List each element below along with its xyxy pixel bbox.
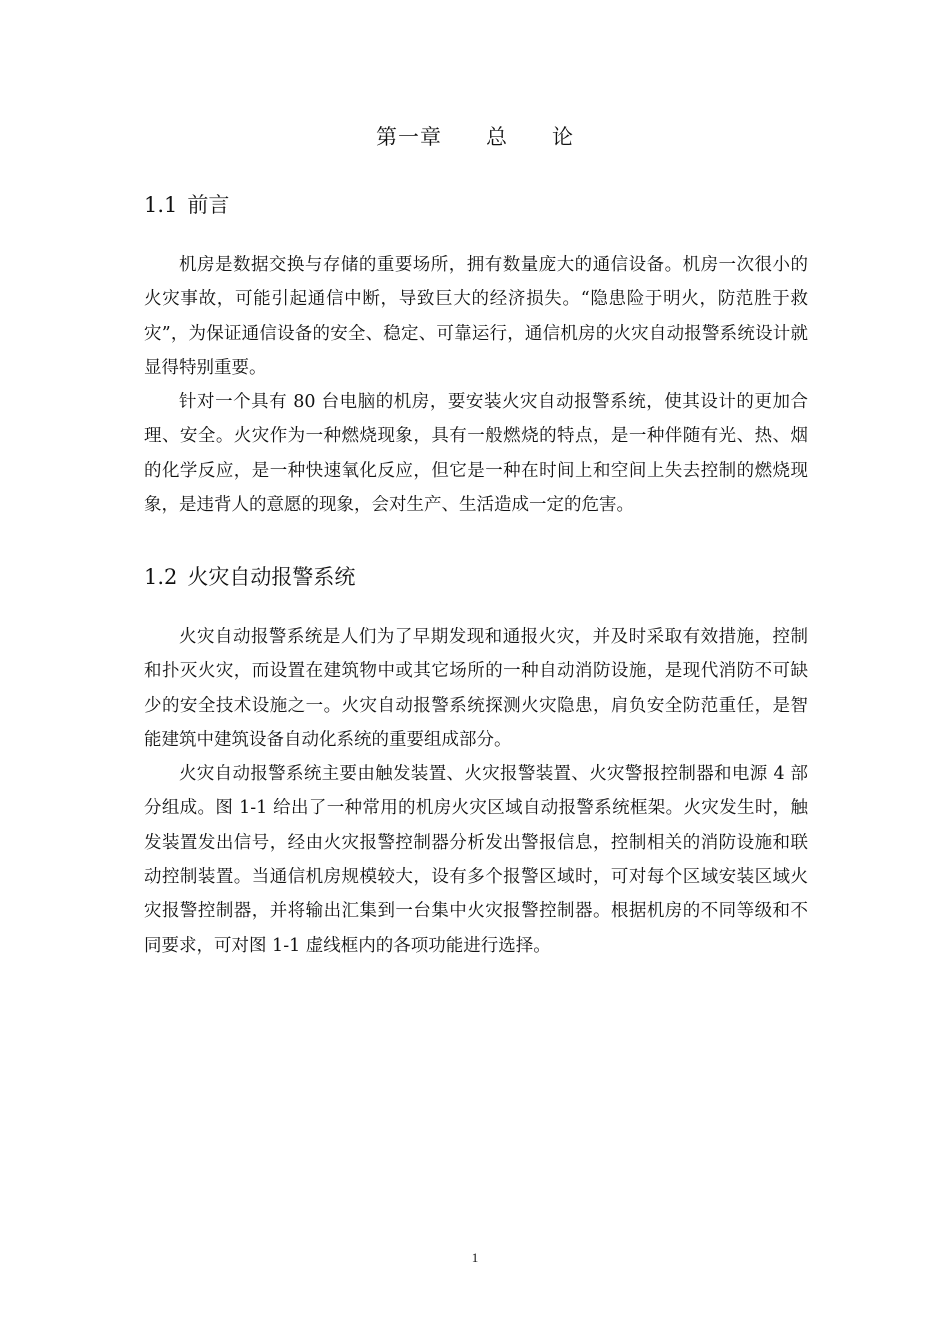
page-number: 1 [471,1250,479,1265]
chapter-title [0,121,950,151]
section-1-2 [144,562,808,963]
paragraph: 针对一个具有 80 台电脑的机房，要安装火灾自动报警系统，使其设计的更加合理、安全。火灾作为一种燃烧现象，具有一般燃烧的特点，是一种伴随有光、热、烟的化学反应，是一种快速氧化反应，但它是一种在时间上和空间上失去控制的燃烧现象，是违背人的意愿的现象，会对生产、生活造成一定的危害。 [144,392,808,516]
paragraph: 机房是数据交换与存储的重要场所，拥有数量庞大的通信设备。机房一次很小的火灾事故，可能引起通信中断，导致巨大的经济损失。“隐患险于明火，防范胜于救灾”，为保证通信设备的安全、稳定、可靠运行，通信机房的火灾自动报警系统设计就显得特别重要。 [144,255,808,378]
section-1-1 [144,190,808,522]
paragraph: 火灾自动报警系统是人们为了早期发现和通报火灾，并及时采取有效措施，控制和扑灭火灾，而设置在建筑物中或其它场所的一种自动消防设施，是现代消防不可缺少的安全技术设施之一。火灾自动报警系统探测火灾隐患，肩负安全防范重任，是智能建筑中建筑设备自动化系统的重要组成部分。 [144,627,808,750]
chapter-title-char-2: 论 [552,125,574,149]
section-heading [144,562,808,592]
chapter-label: 第一章 [376,125,442,149]
section-number: 1.1 [144,193,178,217]
chapter-title-char-1: 总 [486,125,508,149]
paragraph: 火灾自动报警系统主要由触发装置、火灾报警装置、火灾警报控制器和电源 4 部分组成。图 1-1 给出了一种常用的机房火灾区域自动报警系统框架。火灾发生时，触发装置发出信号，经由火灾报警控制器分析发出警报信息，控制相关的消防设施和联动控制装置。当通信机房规模较大，设有多个报警区域时，可对每个区域安装区域火灾报警控制器，并将输出汇集到一台集中火灾报警控制器。根据机房的不同等级和不同要求，可对图 1-1 虚线框内的各项功能进行选择。 [144,764,808,956]
section-title: 火灾自动报警系统 [187,565,356,589]
section-heading [144,190,808,220]
section-title: 前言 [187,193,230,217]
section-number: 1.2 [144,565,178,589]
